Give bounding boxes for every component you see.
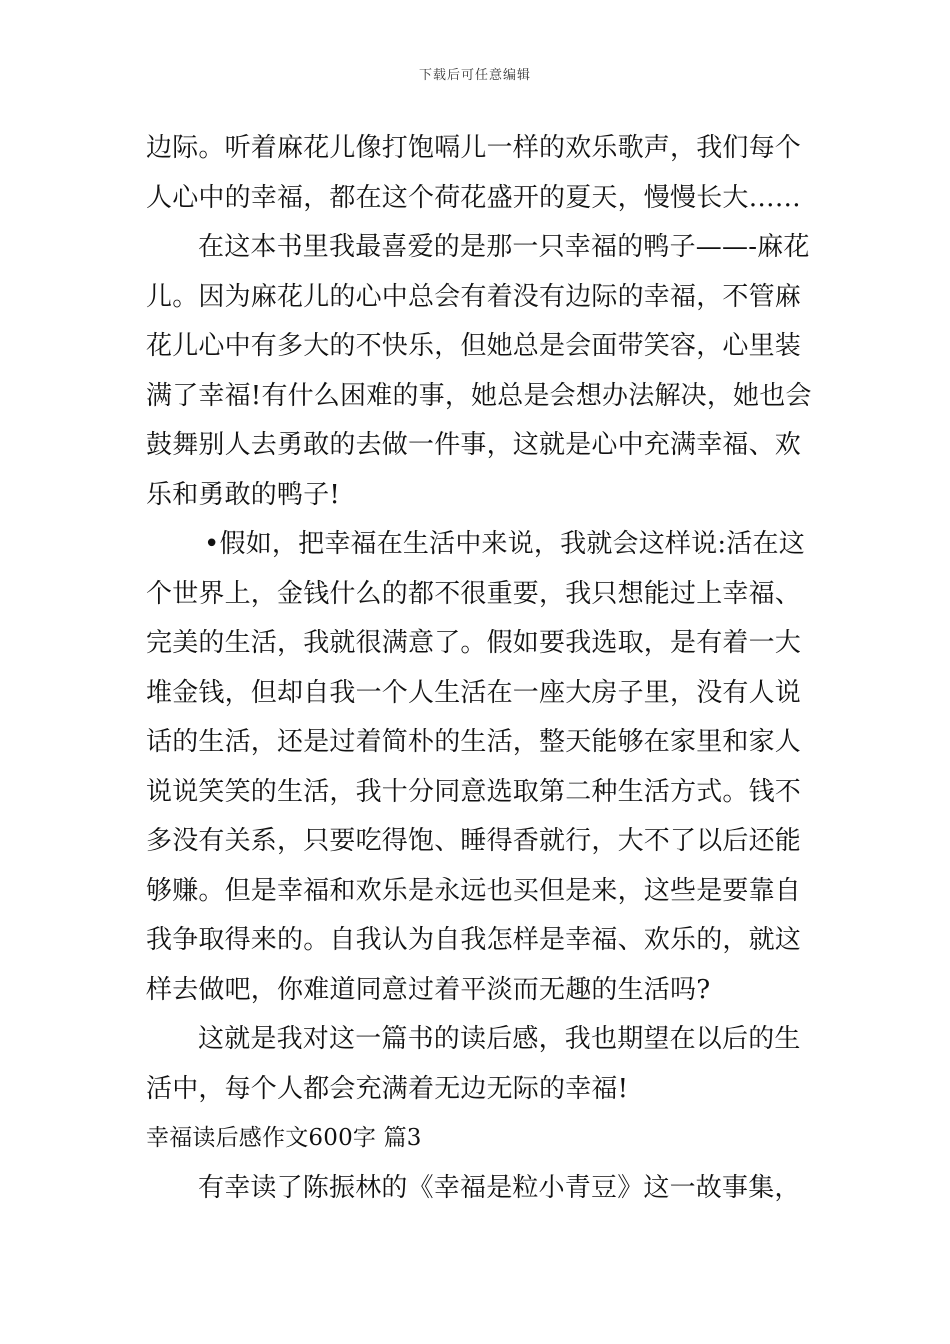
text-line: 个世界上，金钱什么的都不很重要，我只想能过上幸福、 bbox=[146, 578, 802, 609]
text-line: 花儿心中有多大的不快乐，但她总是会面带笑容，心里装 bbox=[146, 331, 802, 361]
text-line: 边际。听着麻花儿像打饱嗝儿一样的欢乐歌声，我们每个 bbox=[146, 133, 802, 163]
text-line: 鼓舞别人去勇敢的去做一件事，这就是心中充满幸福、欢 bbox=[146, 430, 802, 460]
text-line: 话的生活，还是过着简朴的生活，整天能够在家里和家人 bbox=[146, 727, 802, 757]
paragraph-start-line: 这就是我对这一篇书的读后感，我也期望在以后的生 bbox=[198, 1024, 801, 1054]
text-line: 够赚。但是幸福和欢乐是永远也买但是来，这些是要靠自 bbox=[146, 875, 802, 906]
section-heading: 幸福读后感作文600字 篇3 bbox=[146, 1125, 422, 1151]
text-line: 活中，每个人都会充满着无边无际的幸福! bbox=[146, 1073, 629, 1104]
paragraph-start-line: 有幸读了陈振林的《幸福是粒小青豆》这一故事集， bbox=[198, 1172, 801, 1203]
bullet-paragraph-start-line: •假如，把幸福在生活中来说，我就会这样说:活在这 bbox=[204, 529, 805, 559]
page-header-note: 下载后可任意编辑 bbox=[418, 68, 531, 83]
paragraph-start-line: 在这本书里我最喜爱的是那一只幸福的鸭子——-麻花 bbox=[198, 232, 810, 262]
document-body bbox=[146, 124, 811, 1213]
text-line: 满了幸福!有什么困难的事，她总是会想办法解决，她也会 bbox=[146, 380, 812, 411]
text-line: 我争取得来的。自我认为自我怎样是幸福、欢乐的，就这 bbox=[146, 925, 802, 955]
text-line: 样去做吧，你难道同意过着平淡而无趣的生活吗? bbox=[146, 974, 711, 1005]
text-line: 儿。因为麻花儿的心中总会有着没有边际的幸福，不管麻 bbox=[146, 281, 802, 312]
text-line: 堆金钱，但却自我一个人生活在一座大房子里，没有人说 bbox=[146, 677, 802, 708]
text-line: 说说笑笑的生活，我十分同意选取第二种生活方式。钱不 bbox=[146, 776, 802, 807]
text-line: 乐和勇敢的鸭子! bbox=[146, 479, 341, 510]
text-line: 人心中的幸福，都在这个荷花盛开的夏天，慢慢长大…… bbox=[146, 182, 802, 213]
text-line: 完美的生活，我就很满意了。假如要我选取，是有着一大 bbox=[146, 628, 802, 658]
text-line: 多没有关系，只要吃得饱、睡得香就行，大不了以后还能 bbox=[146, 826, 802, 856]
